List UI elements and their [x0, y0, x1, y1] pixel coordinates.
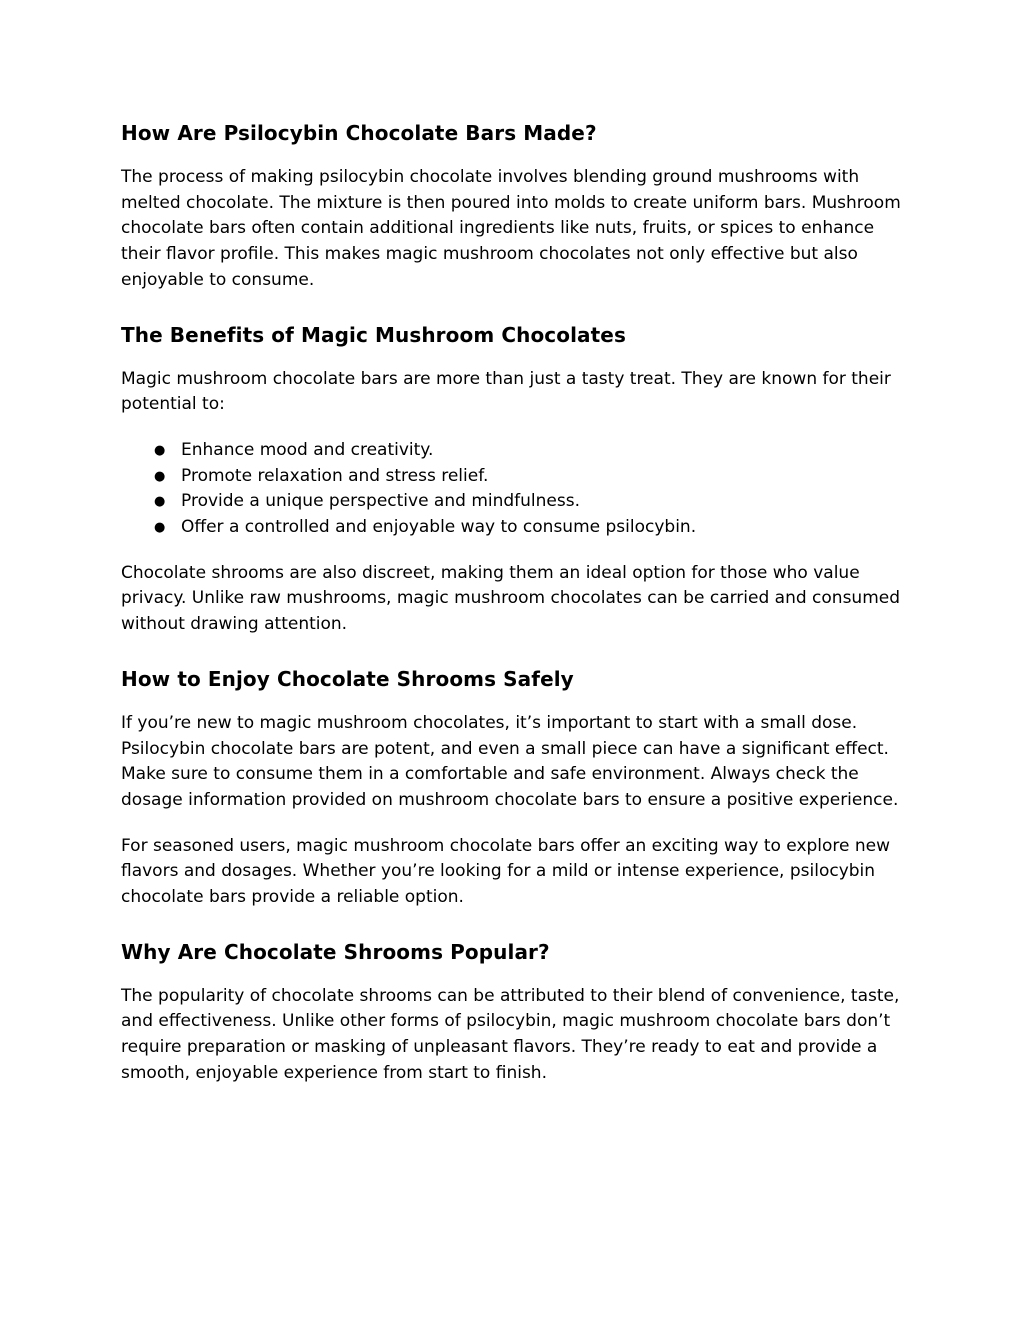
list-item	[121, 464, 911, 490]
section-benefits	[121, 320, 911, 638]
list-item-text: Enhance mood and creativity.	[181, 439, 434, 460]
document-page	[121, 118, 911, 1107]
bullet-icon: ●	[154, 442, 166, 458]
bullet-icon: ●	[154, 494, 166, 510]
paragraph: Magic mushroom chocolate bars are more than just a tasty treat. They are known for their potential to:	[121, 368, 891, 415]
section-enjoy-safely	[121, 664, 911, 911]
paragraph: If you’re new to magic mushroom chocolates, it’s important to start with a small dose. Psilocybin chocolate bars are potent, and even a small piece can have a significant effect. Make sure to consume them in a comfortable and safe environment. Always check the dosage information provided on mushroom chocolate bars to ensure a positive experience.	[121, 712, 899, 810]
list-item	[121, 438, 911, 464]
list-item-text: Provide a unique perspective and mindfulness.	[181, 491, 581, 512]
list-item-text: Offer a controlled and enjoyable way to consume psilocybin.	[181, 517, 697, 538]
benefits-list	[121, 438, 911, 541]
paragraph: The popularity of chocolate shrooms can be attributed to their blend of convenience, taste, and effectiveness. Unlike other forms of psilocybin, magic mushroom chocolate bars don’t require preparation or masking of unpleasant flavors. They’re ready to eat and provide a smooth, enjoyable experience from start to finish.	[121, 985, 900, 1083]
list-item-text: Promote relaxation and stress relief.	[181, 465, 489, 486]
paragraph: For seasoned users, magic mushroom chocolate bars offer an exciting way to explore new flavors and dosages. Whether you’re looking for a mild or intense experience, psilocybin chocolate bars provide a reliable option.	[121, 835, 891, 908]
bullet-icon: ●	[154, 520, 166, 536]
section-popularity	[121, 937, 911, 1087]
list-item	[121, 489, 911, 515]
section-heading: Why Are Chocolate Shrooms Popular?	[121, 939, 550, 964]
paragraph: Chocolate shrooms are also discreet, making them an ideal option for those who value privacy. Unlike raw mushrooms, magic mushroom chocolates can be carried and consumed without drawing attention.	[121, 562, 901, 635]
section-heading: How Are Psilocybin Chocolate Bars Made?	[121, 121, 597, 145]
section-heading: The Benefits of Magic Mushroom Chocolates	[121, 322, 626, 347]
list-item	[121, 515, 911, 541]
bullet-icon: ●	[154, 468, 166, 484]
section-how-made	[121, 118, 911, 294]
paragraph: The process of making psilocybin chocolate involves blending ground mushrooms with melted chocolate. The mixture is then poured into molds to create uniform bars. Mushroom chocolate bars often contain additional ingredients like nuts, fruits, or spices to enhance their flavor profile. This makes magic mushroom chocolates not only effective but also enjoyable to consume.	[121, 167, 901, 290]
section-heading: How to Enjoy Chocolate Shrooms Safely	[121, 666, 574, 691]
